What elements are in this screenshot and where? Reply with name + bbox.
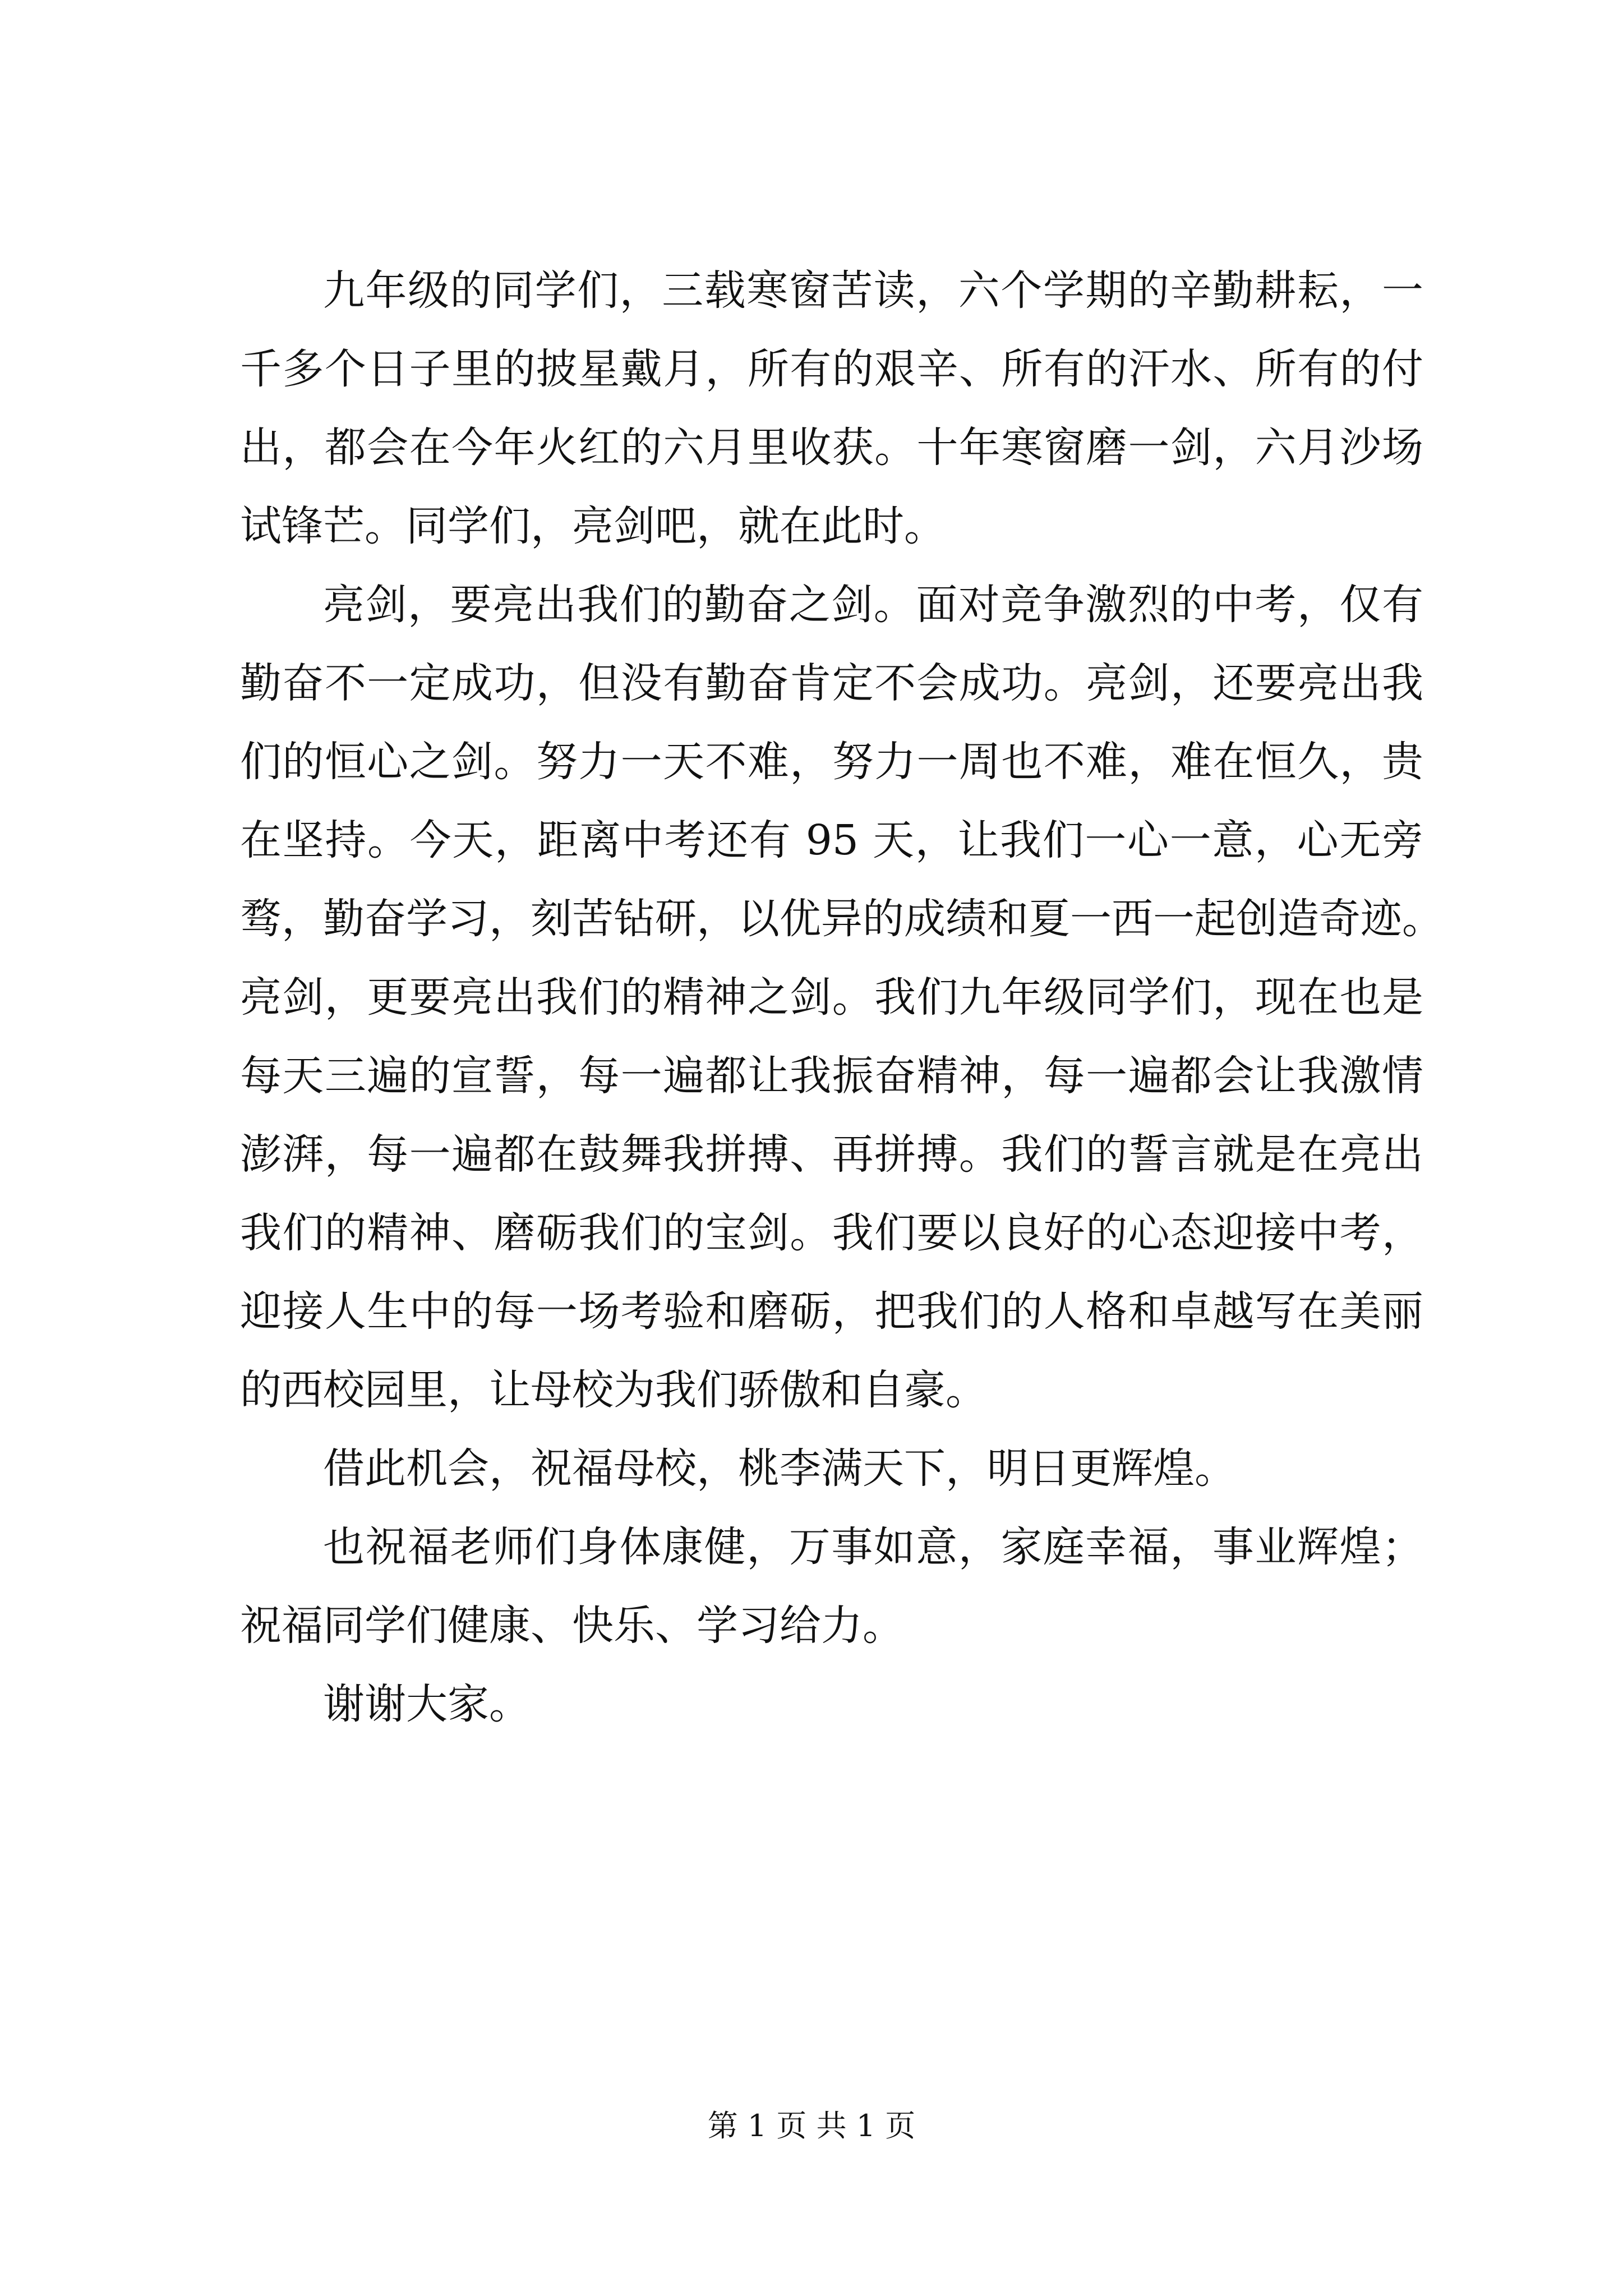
text-line: 们的恒心之剑。努力一天不难，努力一周也不难，难在恒久，贵 (240, 738, 1423, 786)
text-line: 勤奋不一定成功，但没有勤奋肯定不会成功。亮剑，还要亮出我 (240, 659, 1423, 707)
text-line: 也祝福老师们身体康健，万事如意，家庭幸福，事业辉煌； (323, 1523, 1423, 1571)
text-line: 的西校园里，让母校为我们骄傲和自豪。 (240, 1366, 987, 1414)
text-line: 亮剑，要亮出我们的勤奋之剑。面对竞争激烈的中考，仅有 (323, 581, 1423, 629)
text-line: 每天三遍的宣誓，每一遍都让我振奋精神，每一遍都会让我激情 (240, 1052, 1423, 1100)
text-line: 我们的精神、磨砺我们的宝剑。我们要以良好的心态迎接中考， (240, 1209, 1423, 1257)
document-body (240, 251, 1444, 1743)
text-line: 祝福同学们健康、快乐、学习给力。 (240, 1602, 904, 1650)
text-line: 谢谢大家。 (323, 1680, 531, 1728)
text-line: 千多个日子里的披星戴月，所有的艰辛、所有的汗水、所有的付 (240, 345, 1423, 393)
page-number-footer: 第 1 页 共 1 页 (707, 2108, 916, 2143)
text-line: 迎接人生中的每一场考验和磨砺，把我们的人格和卓越写在美丽 (240, 1287, 1423, 1336)
text-line: 在坚持。今天，距离中考还有 95 天，让我们一心一意，心无旁 (240, 816, 1423, 864)
text-line: 澎湃，每一遍都在鼓舞我拼搏、再拼搏。我们的誓言就是在亮出 (240, 1130, 1423, 1179)
text-line: 骛，勤奋学习，刻苦钻研，以优异的成绩和夏一西一起创造奇迹。 (240, 895, 1444, 943)
text-line: 出，都会在今年火红的六月里收获。十年寒窗磨一剑，六月沙场 (240, 424, 1423, 472)
text-line: 亮剑，更要亮出我们的精神之剑。我们九年级同学们，现在也是 (240, 973, 1423, 1022)
text-line: 借此机会，祝福母校，桃李满天下，明日更辉煌。 (323, 1444, 1236, 1493)
text-line: 九年级的同学们，三载寒窗苦读，六个学期的辛勤耕耘，一 (323, 266, 1423, 315)
text-line: 试锋芒。同学们，亮剑吧，就在此时。 (240, 502, 946, 550)
